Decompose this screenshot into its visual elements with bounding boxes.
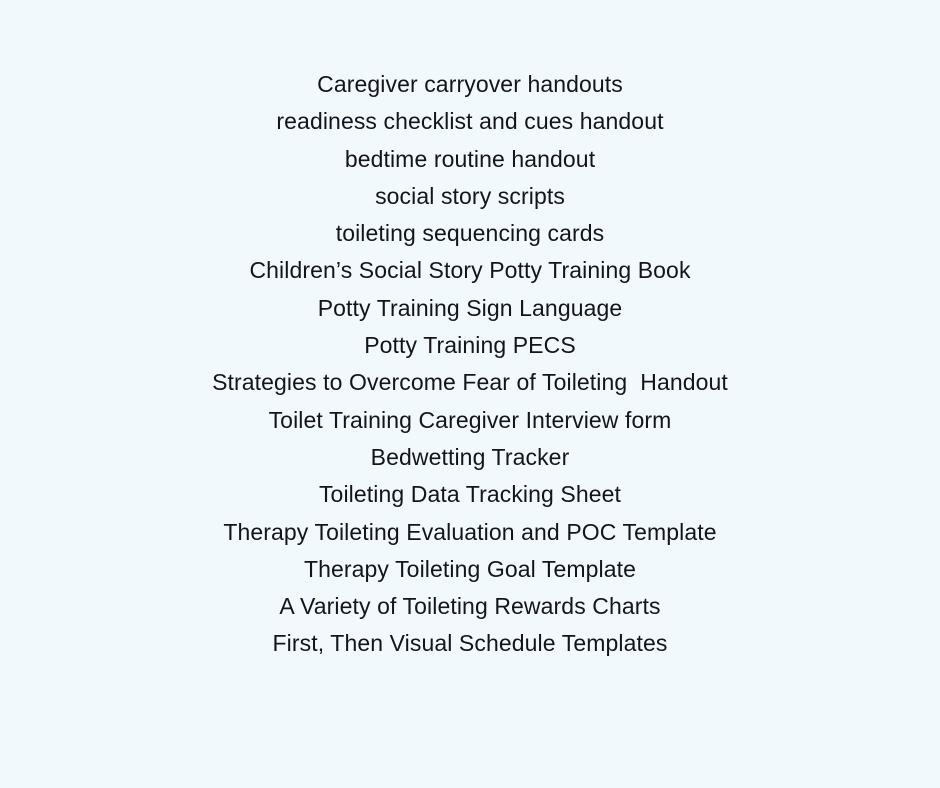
- list-item: Potty Training PECS: [364, 332, 576, 359]
- list-item: bedtime routine handout: [344, 145, 596, 172]
- list-item: Strategies to Overcome Fear of Toileting Handout: [212, 369, 728, 396]
- handout-list: [0, 66, 940, 663]
- list-item: Bedwetting Tracker: [370, 443, 570, 470]
- list-item: social story scripts: [375, 182, 565, 209]
- list-item: readiness checklist and cues handout: [276, 108, 664, 135]
- list-item: Therapy Toileting Goal Template: [303, 555, 637, 582]
- list-item: A Variety of Toileting Rewards Charts: [279, 593, 661, 620]
- list-item: Children’s Social Story Potty Training Book: [249, 257, 691, 284]
- list-item: Therapy Toileting Evaluation and POC Template: [223, 518, 717, 545]
- list-item: First, Then Visual Schedule Templates: [272, 630, 668, 657]
- list-item: Potty Training Sign Language: [317, 294, 623, 321]
- list-item: Toilet Training Caregiver Interview form: [268, 406, 672, 433]
- list-item: Caregiver carryover handouts: [317, 71, 623, 97]
- list-item: Toileting Data Tracking Sheet: [318, 481, 622, 508]
- list-item: toileting sequencing cards: [335, 220, 605, 247]
